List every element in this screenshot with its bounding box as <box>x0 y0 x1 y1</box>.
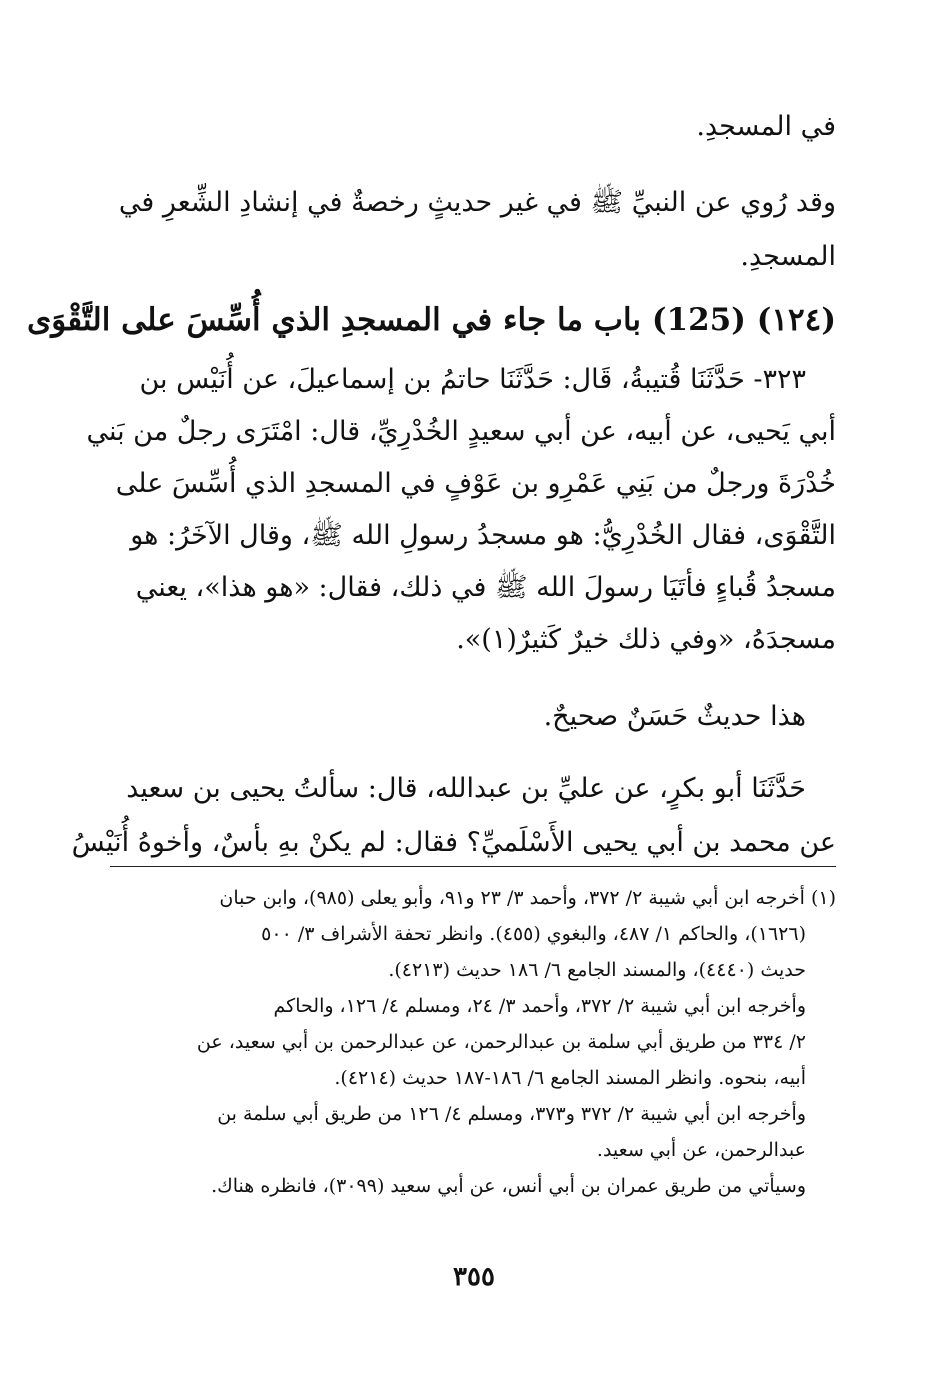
text-line: التَّقْوَى، فقال الخُدْرِيُّ: هو مسجدُ رسولِ الله ﷺ، وقال الآخَرُ: هو <box>130 520 836 551</box>
footnote-line: وأخرجه ابن أبي شيبة ٢/ ٣٧٢، وأحمد ٣/ ٢٤، ومسلم ٤/ ١٢٦، والحاكم <box>273 995 806 1017</box>
narrator-paragraph <box>71 762 836 870</box>
footnote-divider <box>110 866 836 867</box>
footnote-line: (١٦٢٦)، والحاكم ١/ ٤٨٧، والبغوي (٤٥٥). وانظر تحفة الأشراف ٣/ ٥٠٠ <box>261 923 806 945</box>
text-line: عن محمد بن أبي يحيى الأَسْلَميِّ؟ فقال: لم يكنْ بهِ بأسٌ، وأخوهُ أُنَيْسُ <box>71 827 836 858</box>
intro-paragraph <box>112 176 836 284</box>
text-line: مسجدُ قُباءٍ فأتَيَا رسولَ الله ﷺ في ذلك، فقال: «هو هذا»، يعني <box>135 572 836 603</box>
footnote-line: (١) أخرجه ابن أبي شيبة ٢/ ٣٧٢، وأحمد ٣/ ٢٣ و٩١، وأبو يعلى (٩٨٥)، وابن حبان <box>219 887 836 909</box>
text-line: ٣٢٣- حَدَّثَنَا قُتيبةُ، قَال: حَدَّثَنَا حاتمُ بن إسماعيلَ، عن أُنَيْس بن <box>139 364 806 395</box>
footnote-line: وسيأتي من طريق عمران بن أبي أنس، عن أبي سعيد (٣٠٩٩)، فانظره هناك. <box>211 1175 806 1197</box>
hadith-grade <box>112 690 836 744</box>
text-line: حَدَّثَنَا أبو بكرٍ، عن عليِّ بن عبدالله، قال: سألتُ يحيى بن سعيد <box>126 773 806 804</box>
footnote-line: وأخرجه ابن أبي شيبة ٢/ ٣٧٢ و٣٧٣، ومسلم ٤/ ١٢٦ من طريق أبي سلمة بن <box>217 1103 806 1125</box>
text-line: مسجدَهُ، «وفي ذلك خيرٌ كَثيرٌ(١)». <box>456 624 836 655</box>
footnotes <box>112 880 836 1204</box>
text-line: هذا حديثٌ حَسَنٌ صحيحٌ. <box>543 701 806 732</box>
text-line: في المسجدِ. <box>696 111 836 142</box>
footnote-line: حديث (٤٤٤٠)، والمسند الجامع ٦/ ١٨٦ حديث (٤٢١٣). <box>388 959 806 981</box>
footnote-line: أبيه، بنحوه. وانظر المسند الجامع ٦/ ١٨٦-١٨٧ حديث (٤٢١٤). <box>334 1067 806 1089</box>
hadith-paragraph <box>86 354 836 666</box>
footnote-line: ٢/ ٣٣٤ من طريق أبي سلمة بن عبدالرحمن، عن عبدالرحمن بن أبي سعيد، عن <box>196 1031 806 1053</box>
text-line: أبي يَحيى، عن أبيه، عن أبي سعيدٍ الخُدْرِيِّ، قال: امْتَرَى رجلٌ من بَني <box>86 416 836 447</box>
continuation-text <box>112 100 836 154</box>
chapter-heading: (١٢٤) (125) باب ما جاء في المسجدِ الذي أُسِّسَ على التَّقْوَى <box>26 302 836 338</box>
text-line: وقد رُوي عن النبيِّ ﷺ في غير حديثٍ رخصةٌ في إنشادِ الشِّعرِ في <box>118 187 836 218</box>
footnote-line: عبدالرحمن، عن أبي سعيد. <box>596 1139 806 1161</box>
text-line: خُدْرَةَ ورجلٌ من بَنِي عَمْرِو بن عَوْفٍ في المسجدِ الذي أُسِّسَ على <box>115 468 836 499</box>
page-number: ٣٥٥ <box>453 1262 495 1292</box>
text-line: المسجدِ. <box>740 241 836 272</box>
